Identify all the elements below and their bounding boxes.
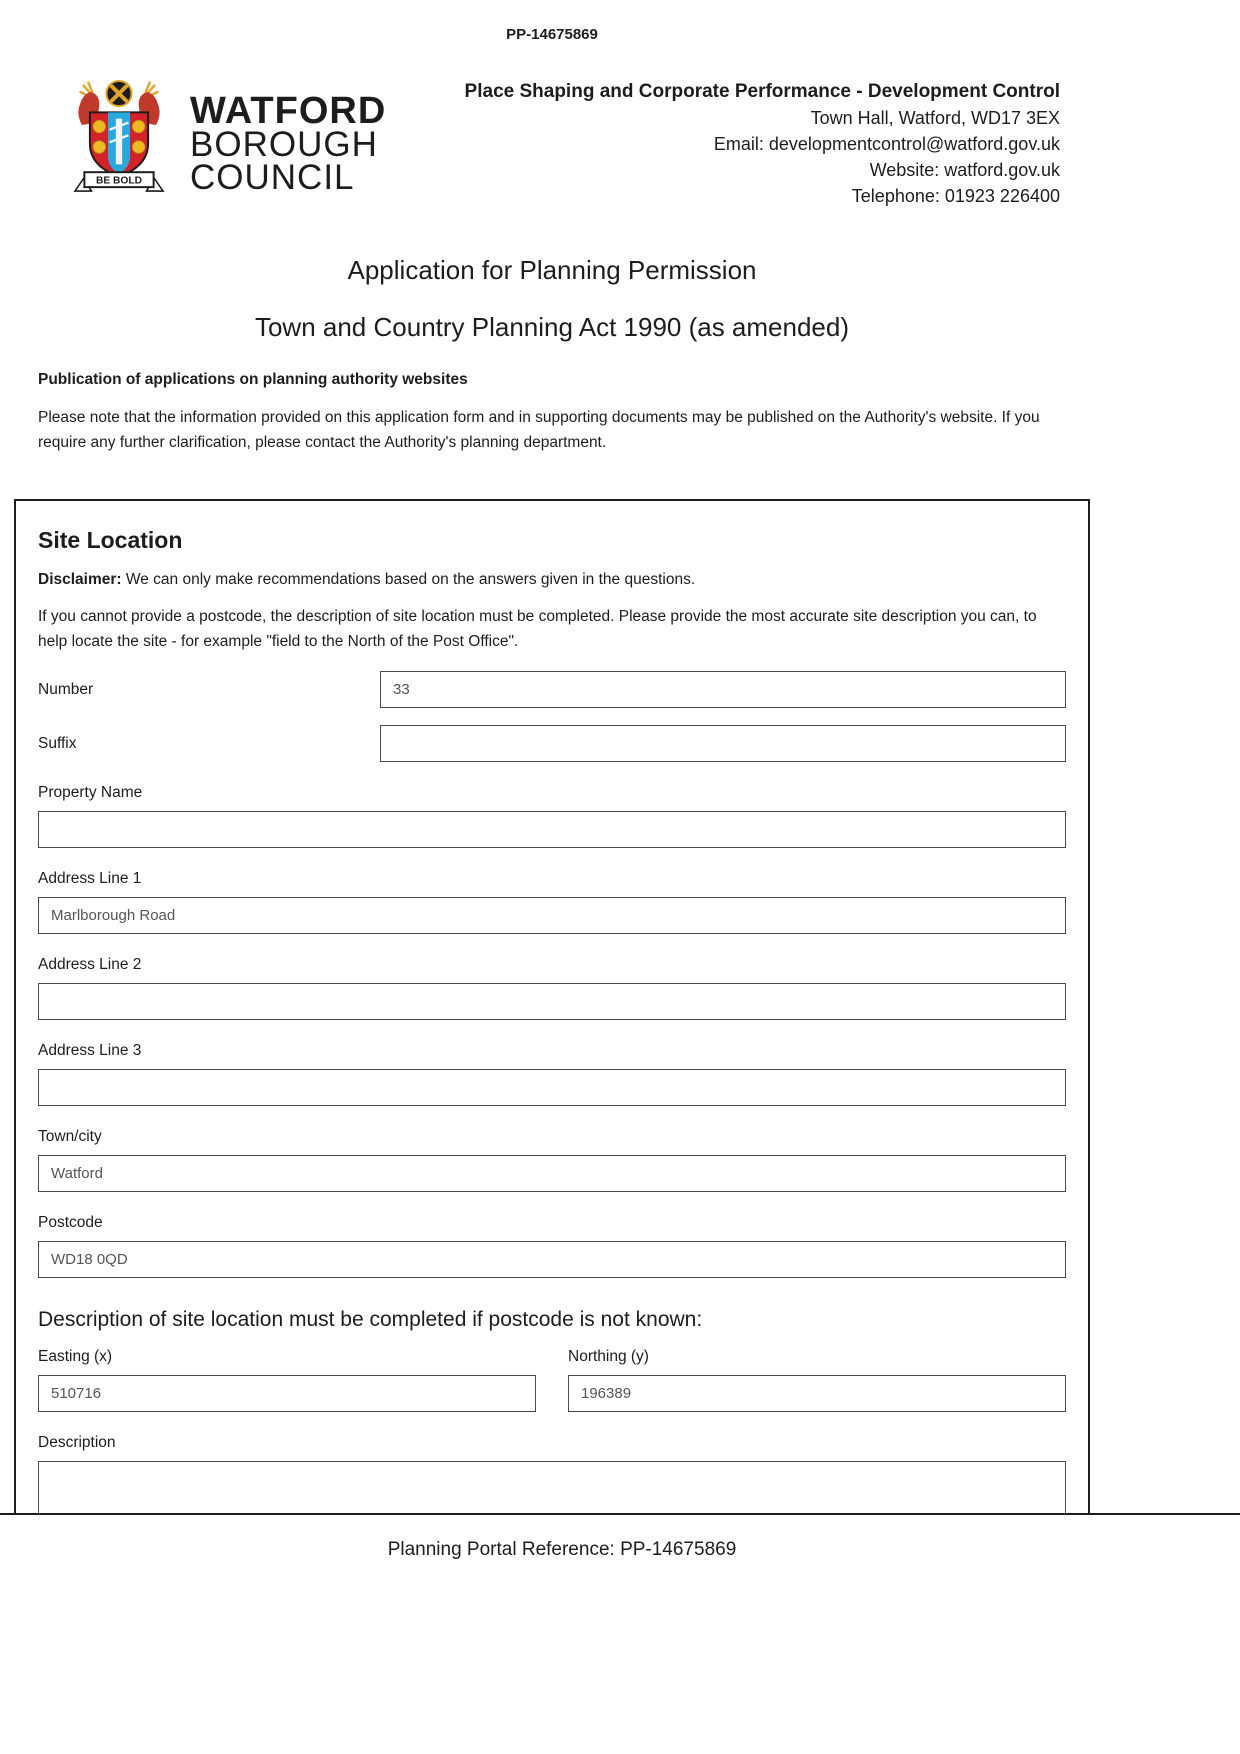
postcode-guidance: If you cannot provide a postcode, the description of site location must be completed. Please provide the most accurate site description you can, to help locate the site - for example "field to the North of the Post Office". xyxy=(38,608,1037,650)
portal-reference-footer: Planning Portal Reference: PP-14675869 xyxy=(387,1539,737,1560)
address-line: Town Hall, Watford, WD17 3EX xyxy=(810,108,1060,128)
website-line: Website: watford.gov.uk xyxy=(869,160,1060,180)
council-wordmark xyxy=(190,79,387,197)
header xyxy=(14,73,1090,209)
wordmark-line-2: BOROUGH xyxy=(190,124,378,164)
council-logo xyxy=(60,73,386,199)
description-textarea[interactable] xyxy=(38,1461,1066,1513)
disclaimer xyxy=(38,571,1066,589)
easting-label: Easting (x) xyxy=(38,1348,113,1365)
field-number xyxy=(38,671,1066,708)
address-line-3-input[interactable] xyxy=(38,1069,1066,1106)
form-subtitle: Town and Country Planning Act 1990 (as amended) xyxy=(254,312,850,342)
address-line-1-label: Address Line 1 xyxy=(38,870,142,887)
department-line: Place Shaping and Corporate Performance - Development Control xyxy=(464,81,1060,102)
suffix-input[interactable] xyxy=(380,725,1066,762)
publication-note: Please note that the information provided on this application form and in supporting documents may be published on the Authority's website. If you require any further clarification, please contact the Authority's planning department. xyxy=(38,409,1040,451)
field-address-line-2 xyxy=(38,956,1066,1020)
disclaimer-label: Disclaimer: xyxy=(38,571,122,588)
field-property-name xyxy=(38,784,1066,848)
address-line-2-label: Address Line 2 xyxy=(38,956,142,973)
application-reference: PP-14675869 xyxy=(506,26,598,43)
council-crest-icon xyxy=(60,73,178,199)
coordinates-row xyxy=(38,1348,1066,1412)
email-line: Email: developmentcontrol@watford.gov.uk xyxy=(713,134,1060,154)
telephone-line: Telephone: 01923 226400 xyxy=(851,186,1060,206)
postcode-input[interactable] xyxy=(38,1241,1066,1278)
wordmark-line-3: COUNCIL xyxy=(190,157,355,197)
easting-input[interactable] xyxy=(38,1375,536,1412)
publication-heading: Publication of applications on planning authority websites xyxy=(38,371,468,388)
description-label: Description xyxy=(38,1434,116,1451)
field-postcode xyxy=(38,1214,1066,1278)
form-title: Application for Planning Permission xyxy=(347,255,757,285)
northing-input[interactable] xyxy=(568,1375,1066,1412)
description-heading: Description of site location must be completed if postcode is not known: xyxy=(38,1308,703,1331)
suffix-label: Suffix xyxy=(38,734,77,752)
field-address-line-1 xyxy=(38,870,1066,934)
address-line-1-input[interactable] xyxy=(38,897,1066,934)
page-break-line xyxy=(0,1513,1240,1515)
field-description xyxy=(38,1434,1066,1513)
field-suffix xyxy=(38,725,1066,762)
wordmark-line-1: WATFORD xyxy=(190,89,387,132)
page-content xyxy=(14,0,1090,1513)
number-label: Number xyxy=(38,680,94,698)
field-easting xyxy=(38,1348,536,1412)
field-address-line-3 xyxy=(38,1042,1066,1106)
field-northing xyxy=(568,1348,1066,1412)
town-city-input[interactable] xyxy=(38,1155,1066,1192)
contact-block xyxy=(465,73,1060,209)
address-line-2-input[interactable] xyxy=(38,983,1066,1020)
field-town-city xyxy=(38,1128,1066,1192)
footer xyxy=(14,1539,1110,1561)
site-location-section xyxy=(14,499,1090,1513)
property-name-label: Property Name xyxy=(38,784,143,801)
town-city-label: Town/city xyxy=(38,1128,102,1145)
number-input[interactable] xyxy=(380,671,1066,708)
postcode-label: Postcode xyxy=(38,1214,103,1231)
banner-text: BE BOLD xyxy=(96,175,142,187)
disclaimer-text: We can only make recommendations based on the answers given in the questions. xyxy=(125,571,696,588)
property-name-input[interactable] xyxy=(38,811,1066,848)
northing-label: Northing (y) xyxy=(568,1348,649,1365)
address-line-3-label: Address Line 3 xyxy=(38,1042,142,1059)
section-title: Site Location xyxy=(38,527,183,553)
